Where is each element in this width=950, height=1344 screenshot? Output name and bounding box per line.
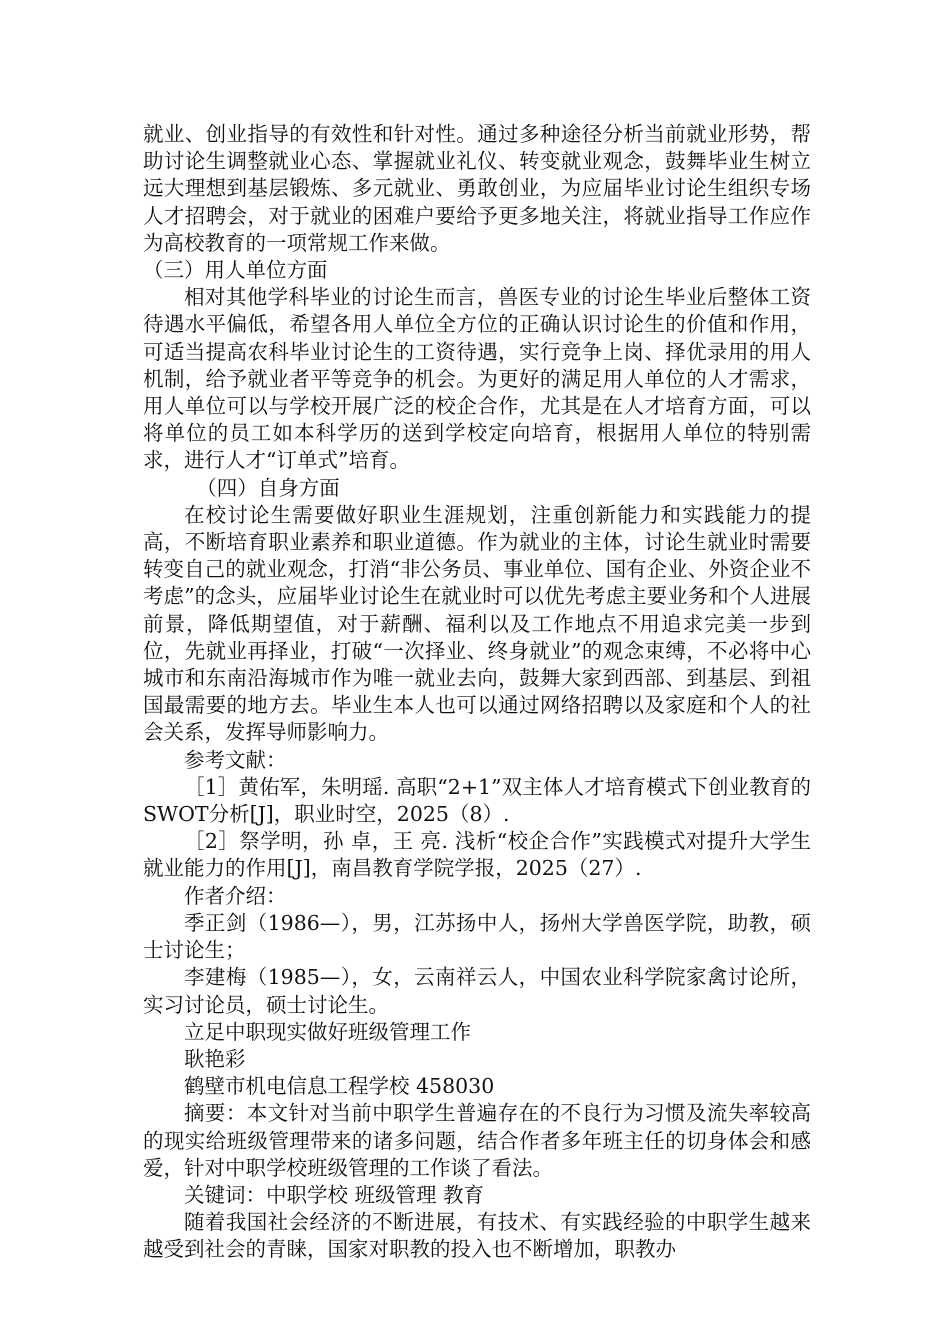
- reference-item: ［2］祭学明，孙 卓，王 亮. 浅析“校企合作”实践模式对提升大学生就业能力的作用[J]，南昌教育学院学报，2025（27）.: [143, 829, 811, 881]
- document-body: [143, 121, 811, 1264]
- article-title: 立足中职现实做好班级管理工作: [184, 1019, 471, 1044]
- section-heading: （四）自身方面: [196, 475, 340, 500]
- article-author: 耿艳彩: [184, 1046, 246, 1071]
- reference-item: ［1］黄佑军，朱明瑶. 高职“2+1”双主体人才培育模式下创业教育的SWOT分析[J]，职业时空，2025（8）.: [143, 774, 811, 827]
- references-label: 参考文献：: [184, 747, 287, 772]
- section-heading: （三）用人单位方面: [143, 258, 328, 283]
- body-paragraph: 在校讨论生需要做好职业生涯规划，注重创新能力和实践能力的提高，不断培育职业素养和职业道德。作为就业的主体，讨论生就业时需要转变自己的就业观念，打消“非公务员、事业单位、国有企业、外资企业不考虑”的念头，应届毕业讨论生在就业时可以优先考虑主要业务和个人进展前景，降低期望值，对于薪酬、福利以及工作地点不用追求完美一步到位，先就业再择业，打破“一次择业、终身就业”的观念束缚，不必将中心城市和东南沿海城市作为唯一就业去向，鼓舞大家到西部、到基层、到祖国最需要的地方去。毕业生本人也可以通过网络招聘以及家庭和个人的社会关系，发挥导师影响力。: [143, 502, 811, 745]
- author-info-label: 作者介绍：: [184, 883, 287, 908]
- author-info-item: 李建梅（1985—），女，云南祥云人，中国农业科学院家禽讨论所，实习讨论员，硕士讨论生。: [143, 965, 811, 1017]
- author-info-item: 季正剑（1986—），男，江苏扬中人，扬州大学兽医学院，助教，硕士讨论生；: [143, 910, 811, 963]
- abstract: 摘要：本文针对当前中职学生普遍存在的不良行为习惯及流失率较高的现实给班级管理带来的诸多问题，结合作者多年班主任的切身体会和感爱，针对中职学校班级管理的工作谈了看法。: [143, 1101, 811, 1180]
- body-paragraph: 相对其他学科毕业的讨论生而言，兽医专业的讨论生毕业后整体工资待遇水平偏低，希望各用人单位全方位的正确认识讨论生的价值和作用，可适当提高农科毕业讨论生的工资待遇，实行竞争上岗、择优录用的用人机制，给予就业者平等竞争的机会。为更好的满足用人单位的人才需求，用人单位可以与学校开展广泛的校企合作，尤其是在人才培育方面，可以将单位的员工如本科学历的送到学校定向培育，根据用人单位的特别需求，进行人才“订单式”培育。: [143, 285, 811, 473]
- keywords: 关键词：中职学校 班级管理 教育: [184, 1182, 485, 1207]
- body-paragraph: 就业、创业指导的有效性和针对性。通过多种途径分析当前就业形势，帮助讨论生调整就业心态、掌握就业礼仪、转变就业观念，鼓舞毕业生树立远大理想到基层锻炼、多元就业、勇敢创业，为应届毕业讨论生组织专场人才招聘会，对于就业的困难户要给予更多地关注，将就业指导工作应作为高校教育的一项常规工作来做。: [143, 122, 811, 255]
- body-paragraph: 随着我国社会经济的不断进展，有技术、有实践经验的中职学生越来越受到社会的青睐，国家对职教的投入也不断增加，职教办: [143, 1210, 811, 1262]
- article-affiliation: 鹤壁市机电信息工程学校 458030: [184, 1074, 495, 1099]
